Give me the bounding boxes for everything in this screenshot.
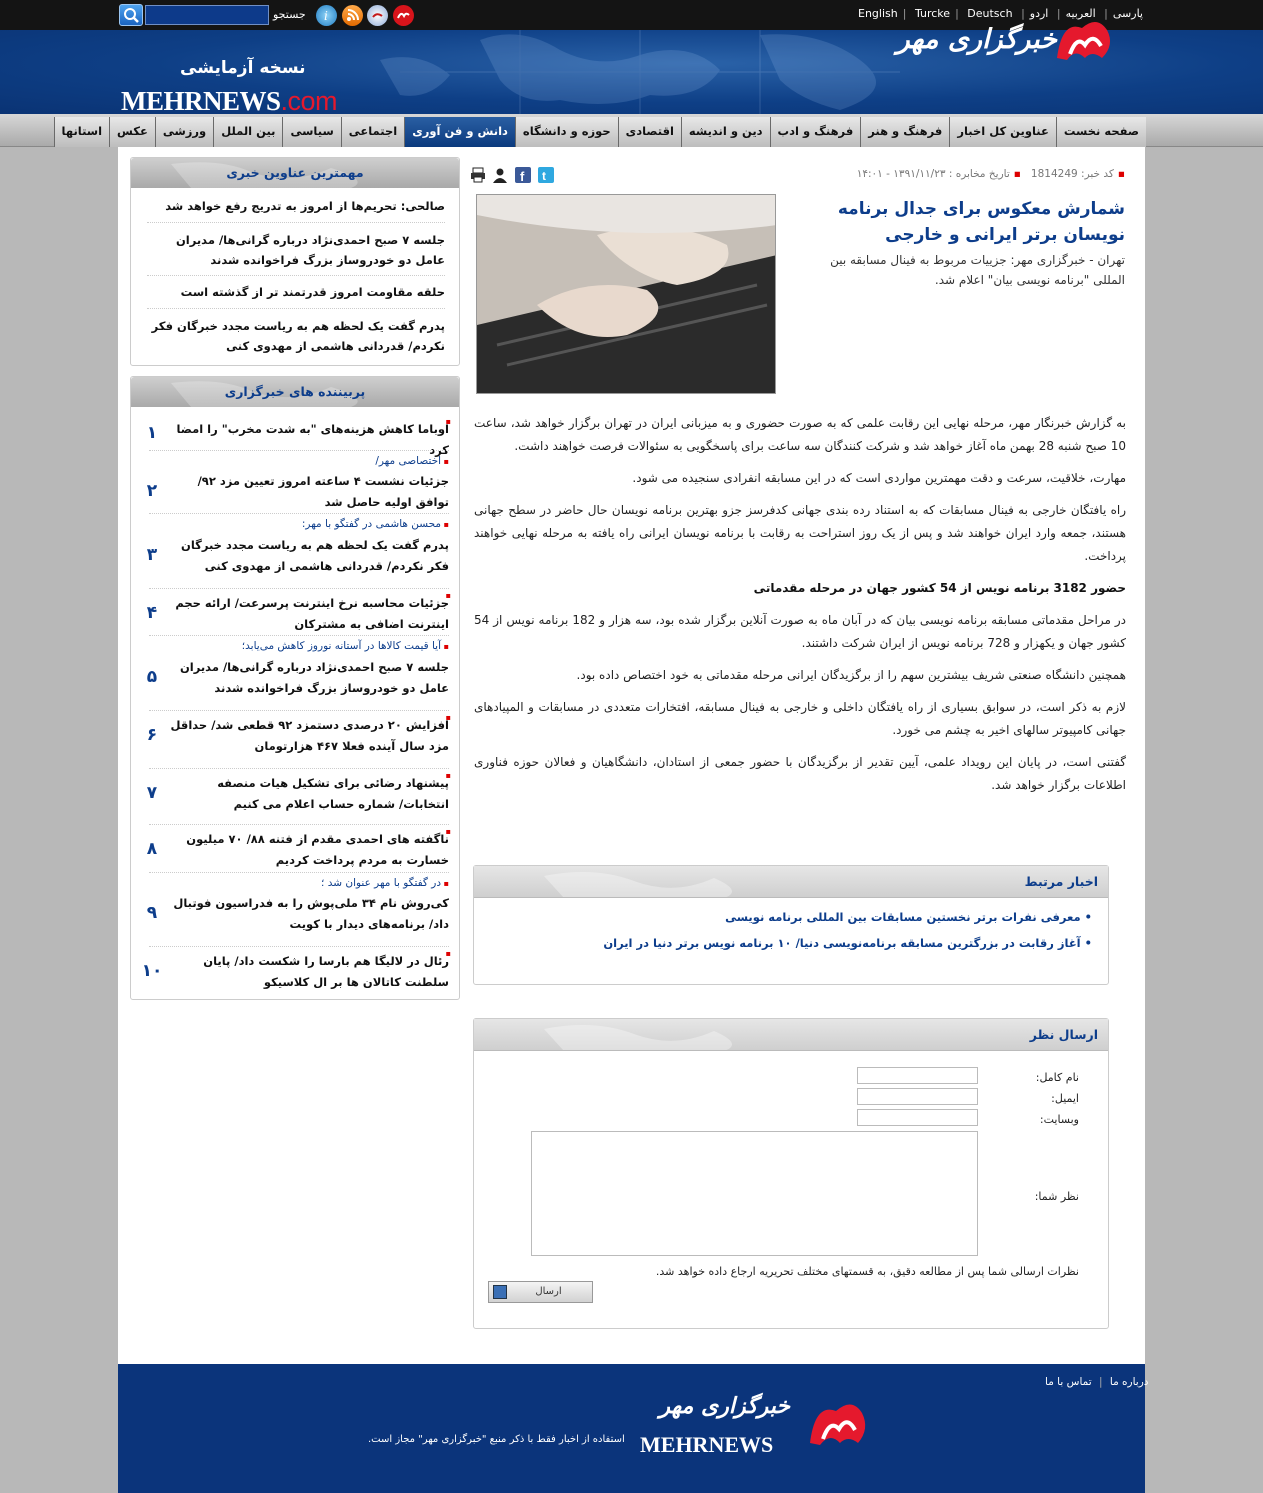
submit-icon xyxy=(493,1285,507,1299)
nav-item[interactable]: صفحه نخست xyxy=(1056,117,1146,147)
search-input[interactable] xyxy=(145,5,269,25)
name-input[interactable] xyxy=(857,1067,978,1084)
most-read-rank: ۱ xyxy=(146,423,158,443)
most-read-header xyxy=(131,377,459,407)
keyboard-hands-image xyxy=(477,195,776,394)
svg-text:t: t xyxy=(542,169,546,183)
article-paragraph: لازم به ذکر است، در سوابق بسیاری از راه یافتگان داخلی و خارجی به فینال مسابقه، افتخارات متعددی در مسابقات و المپیادهای جهانی کامپیوتر سالهای اخیر به چشم می خورد. xyxy=(474,700,1126,737)
top-news-title: مهمترین عناوین خبری xyxy=(226,165,364,180)
about-link[interactable]: درباره ما xyxy=(1109,1376,1149,1388)
news-code-label: کد خبر: xyxy=(1081,168,1114,180)
facebook-icon[interactable] xyxy=(515,167,531,183)
trial-version-label: نسخه آزمایشی xyxy=(180,58,306,78)
website-input[interactable] xyxy=(857,1109,978,1126)
related-news-list xyxy=(603,910,1092,962)
article-paragraph: به گزارش خبرنگار مهر، مرحله نهایی این رقابت علمی که به صورت حضوری و به میزبانی ایران در تهران برگزار خواهد شد، ساعت 10 صبح شنبه 28 بهمن ماه آغاز خواهد شد و شرکت کنندگان سه ساعت برای پاسخگویی به سئوالات فرصت خواهند داشت. xyxy=(474,416,1126,453)
divider xyxy=(149,710,449,711)
most-read-kicker: ▪ محسن هاشمی در گفتگو با مهر: xyxy=(159,518,449,530)
most-read-rank: ۷ xyxy=(146,783,158,803)
date-label: تاریخ مخابره : xyxy=(948,168,1010,180)
nav-item[interactable]: ورزشی xyxy=(155,117,213,147)
print-icon[interactable] xyxy=(470,167,486,183)
article-paragraph: راه یافتگان خارجی به فینال مسابقات که به استناد رده بندی جهانی کدفرسز جزو بهترین برنامه نویسان حال حاضر در سطح جهانی هستند، جمعه وارد ایران خواهند شد و پس از یک روز استراحت به رقابت با برنامه نویسان ایرانی راه یافته به مرحله نهایی خواهند پرداخت. xyxy=(474,503,1126,563)
article-paragraph: گفتنی است، در پایان این رویداد علمی، آیین تقدیر از برگزیدگان با حضور جمعی از استادان، دانشگاهیان و فعالان حوزه فناوری اطلاعات برگزار خواهد شد. xyxy=(474,755,1126,792)
search-icon xyxy=(120,5,142,25)
top-news-link[interactable]: جلسه ۷ صبح احمدی‌نژاد درباره گرانی‌ها/ مدیران عامل دو خودروساز بزرگ فراخوانده شدند xyxy=(175,233,445,267)
share-toolbar xyxy=(470,166,555,184)
most-read-link[interactable]: اوباما کاهش هزینه‌های "به شدت مخرب" را امضا کرد xyxy=(176,422,449,457)
comment-form-title: ارسال نظر xyxy=(1029,1027,1098,1042)
bullet-icon: ▪ xyxy=(445,827,451,836)
lang-english-link[interactable]: English xyxy=(858,7,898,20)
svg-text:f: f xyxy=(520,169,525,183)
most-read-link[interactable]: کی‌روش نام ۳۴ ملی‌پوش را به فدراسیون فوتبال داد/ برنامه‌های دیدار با کویت xyxy=(173,896,449,931)
top-news-link[interactable]: حلقه مقاومت امروز قدرتمند تر از گذشته است xyxy=(180,285,445,299)
lang-turkish-link[interactable]: Turcke xyxy=(914,7,951,20)
bullet-icon: ▪ xyxy=(445,417,451,426)
map-decoration xyxy=(484,866,784,898)
bullet-icon: ▪ xyxy=(445,771,451,780)
most-read-box xyxy=(130,376,460,1000)
search-label: جستجو xyxy=(273,8,306,21)
bullet-icon: ▪ xyxy=(445,949,451,958)
article-title: شمارش معکوس برای جدال برنامه نویسان برتر ایرانی و خارجی xyxy=(837,199,1125,245)
site-wordmark-suffix: .com xyxy=(280,86,338,114)
language-links: پارسی| العربیه| اردو| English | Turcke | Deutsch xyxy=(858,7,1143,20)
most-read-rank: ۲ xyxy=(146,481,158,501)
nav-item[interactable]: عناوین کل اخبار xyxy=(949,117,1056,147)
nav-item[interactable]: فرهنگ و هنر xyxy=(860,117,949,147)
info-icon[interactable] xyxy=(316,5,337,26)
search-button[interactable] xyxy=(119,4,143,26)
footer-links: درباره ما | تماس با ما xyxy=(1045,1376,1149,1388)
site-wordmark-main: MEHRNEWS xyxy=(121,86,281,114)
nav-item[interactable]: دین و اندیشه xyxy=(681,117,770,147)
article-meta: ▪کد خبر: 1814249 ▪تاریخ مخابره : ۱۳۹۱/۱۱/۲۳ - ۱۴:۰۱ xyxy=(856,168,1125,180)
message-label: نظر شما: xyxy=(1034,1190,1079,1203)
lang-persian-link[interactable]: پارسی xyxy=(1112,7,1143,20)
twitter-icon[interactable] xyxy=(538,167,554,183)
nav-item[interactable]: اقتصادی xyxy=(618,117,681,147)
top-news-box xyxy=(130,157,460,366)
divider xyxy=(149,872,449,873)
nav-item[interactable]: دانش و فن آوری xyxy=(404,117,515,147)
most-read-link[interactable]: رئال در لالیگا هم بارسا را شکست داد/ پایان سلطنت کاتالان ها بر ال کلاسیکو xyxy=(203,954,449,989)
most-read-rank: ۵ xyxy=(146,667,158,687)
divider xyxy=(147,275,445,276)
article-subheading: حضور 3182 برنامه نویس از 54 کشور جهان در مرحله مقدماتی xyxy=(753,581,1126,595)
divider xyxy=(149,946,449,947)
submit-label: ارسال xyxy=(535,1286,562,1297)
nav-item[interactable]: فرهنگ و ادب xyxy=(770,117,861,147)
lang-urdu-link[interactable]: اردو xyxy=(1029,7,1049,20)
name-label: نام کامل: xyxy=(1035,1071,1079,1084)
divider xyxy=(147,222,445,223)
submit-comment-button[interactable] xyxy=(488,1281,593,1303)
footer-logo-text: خبرگزاری مهر xyxy=(659,1393,790,1419)
top-news-link[interactable]: پدرم گفت یک لحظه هم به ریاست مجدد خبرگان فکر نکردم/ قدردانی هاشمی از مهدوی کنی xyxy=(151,319,445,353)
rss-icon[interactable] xyxy=(342,5,363,26)
message-textarea[interactable] xyxy=(531,1131,978,1256)
mobile-icon[interactable] xyxy=(367,5,388,26)
contact-link[interactable]: تماس با ما xyxy=(1045,1376,1092,1388)
most-read-kicker: ▪ اختصاصی مهر/ xyxy=(159,455,449,467)
comment-notice: نظرات ارسالی شما پس از مطالعه دقیق، به قسمتهای مختلف تحریریه ارجاع داده خواهد شد. xyxy=(655,1265,1079,1278)
bullet-icon: ▪ xyxy=(445,713,451,722)
most-read-link[interactable]: جزئیات نشست ۴ ساعته امروز تعیین مزد ۹۲/ توافق اولیه حاصل شد xyxy=(197,474,449,509)
article-paragraph: در مراحل مقدماتی مسابقه برنامه نویسی بیان که در آبان ماه به صورت آنلاین برگزار شده بود، سه هزار و 182 برنامه نویس از 54 کشور جهان و یکهزار و 728 برنامه نویس از ایران شرکت داشتند. xyxy=(474,613,1126,650)
divider xyxy=(149,768,449,769)
divider xyxy=(149,450,449,451)
user-icon[interactable] xyxy=(492,167,508,183)
nav-item[interactable]: بین الملل xyxy=(213,117,282,147)
nav-item[interactable]: سیاسی xyxy=(282,117,340,147)
most-read-rank: ۸ xyxy=(146,839,158,859)
mehr-news-logo[interactable] xyxy=(857,10,1117,78)
lang-german-link[interactable]: Deutsch xyxy=(967,7,1013,20)
most-read-link[interactable]: افزایش ۲۰ درصدی دستمزد ۹۲ قطعی شد/ حداقل مزد سال آینده فعلا ۴۶۷ هزارتومان xyxy=(170,718,449,753)
map-decoration xyxy=(484,1019,784,1051)
main-navigation xyxy=(0,114,1263,147)
most-read-kicker: ▪ در گفتگو با مهر عنوان شد ؛ xyxy=(159,877,449,889)
nav-item[interactable]: حوزه و دانشگاه xyxy=(515,117,618,147)
footer-wordmark: MEHRNEWS xyxy=(640,1432,774,1457)
most-read-kicker: ▪ آیا قیمت کالاها در آستانه نوروز کاهش می‌یابد؛ xyxy=(159,640,449,652)
related-news-link[interactable]: • آغاز رقابت در بزرگترین مسابقه برنامه‌نویسی دنیا/ ۱۰ برنامه نویس برتر دنیا در ایران xyxy=(603,936,1092,950)
mehr-logo-icon[interactable] xyxy=(393,5,414,26)
most-read-link[interactable]: پیشنهاد رضائی برای تشکیل هیات منصفه انتخابات/ شماره حساب اعلام می کنیم xyxy=(217,776,449,811)
email-input[interactable] xyxy=(857,1088,978,1105)
article-lead: تهران - خبرگزاری مهر: جزییات مربوط به فینال مسابقه بین المللی "برنامه نویسی بیان" اعلام شد. xyxy=(830,253,1125,287)
most-read-rank: ۹ xyxy=(146,903,158,923)
most-read-link[interactable]: ناگفته های احمدی مقدم از فتنه ۸۸/ ۷۰ میلیون خسارت به مردم پرداخت کردیم xyxy=(186,832,449,867)
article-paragraph: مهارت، خلاقیت، سرعت و دقت مهمترین مواردی است که در این مسابقه انفرادی سنجیده می شود. xyxy=(632,471,1126,485)
bullet-icon: ▪ xyxy=(445,591,451,600)
site-wordmark[interactable] xyxy=(121,86,337,114)
divider xyxy=(149,635,449,636)
top-news-link[interactable]: صالحی: تحریم‌ها از امروز به تدریج رفع خواهد شد xyxy=(165,199,445,213)
most-read-rank: ۳ xyxy=(146,545,158,565)
top-news-header xyxy=(131,158,459,188)
site-footer xyxy=(118,1364,1145,1493)
most-read-rank: ۱۰ xyxy=(141,961,163,981)
nav-list xyxy=(54,117,1146,147)
nav-item[interactable]: عکس xyxy=(109,117,155,147)
divider xyxy=(149,513,449,514)
comment-form-header xyxy=(474,1019,1108,1051)
most-read-link[interactable]: جزئیات محاسبه نرخ اینترنت پرسرعت/ ارائه حجم اینترنت اضافی به مشترکان xyxy=(175,596,449,631)
footer-notice: استفاده از اخبار فقط با ذکر منبع "خبرگزاری مهر" مجاز است. xyxy=(368,1434,625,1445)
divider xyxy=(149,824,449,825)
most-read-link[interactable]: جلسه ۷ صبح احمدی‌نژاد درباره گرانی‌ها/ مدیران عامل دو خودروساز بزرگ فراخوانده شدند xyxy=(179,660,449,695)
divider xyxy=(147,308,445,309)
date-value: ۱۳۹۱/۱۱/۲۳ - ۱۴:۰۱ xyxy=(856,168,946,180)
logo-text: خبرگزاری مهر xyxy=(896,24,1057,55)
news-code: 1814249 xyxy=(1030,168,1078,180)
article-photo xyxy=(476,194,776,394)
nav-item[interactable]: استانها xyxy=(54,117,110,147)
website-label: وبسایت: xyxy=(1039,1113,1079,1126)
related-news-box xyxy=(473,865,1109,985)
email-label: ایمیل: xyxy=(1051,1092,1079,1105)
most-read-title: پربیننده های خبرگزاری xyxy=(224,384,366,399)
most-read-link[interactable]: پدرم گفت یک لحظه هم به ریاست مجدد خبرگان فکر نکردم/ قدردانی هاشمی از مهدوی کنی xyxy=(181,538,449,573)
divider xyxy=(149,588,449,589)
most-read-rank: ۴ xyxy=(146,603,158,623)
article-paragraph: همچنین دانشگاه صنعتی شریف بیشترین سهم را از برگزیدگان ایرانی مرحله مقدماتی به خود اختصاص داده بود. xyxy=(576,668,1126,682)
article-body xyxy=(474,412,1126,806)
related-news-link[interactable]: • معرفی نفرات برتر نخستین مسابقات بین المللی برنامه نویسی xyxy=(603,910,1092,924)
most-read-rank: ۶ xyxy=(146,725,158,745)
svg-text:i: i xyxy=(324,9,328,23)
related-news-header xyxy=(474,866,1108,898)
lang-arabic-link[interactable]: العربیه xyxy=(1065,7,1096,20)
nav-item[interactable]: اجتماعی xyxy=(341,117,404,147)
related-news-title: اخبار مرتبط xyxy=(1024,874,1098,889)
